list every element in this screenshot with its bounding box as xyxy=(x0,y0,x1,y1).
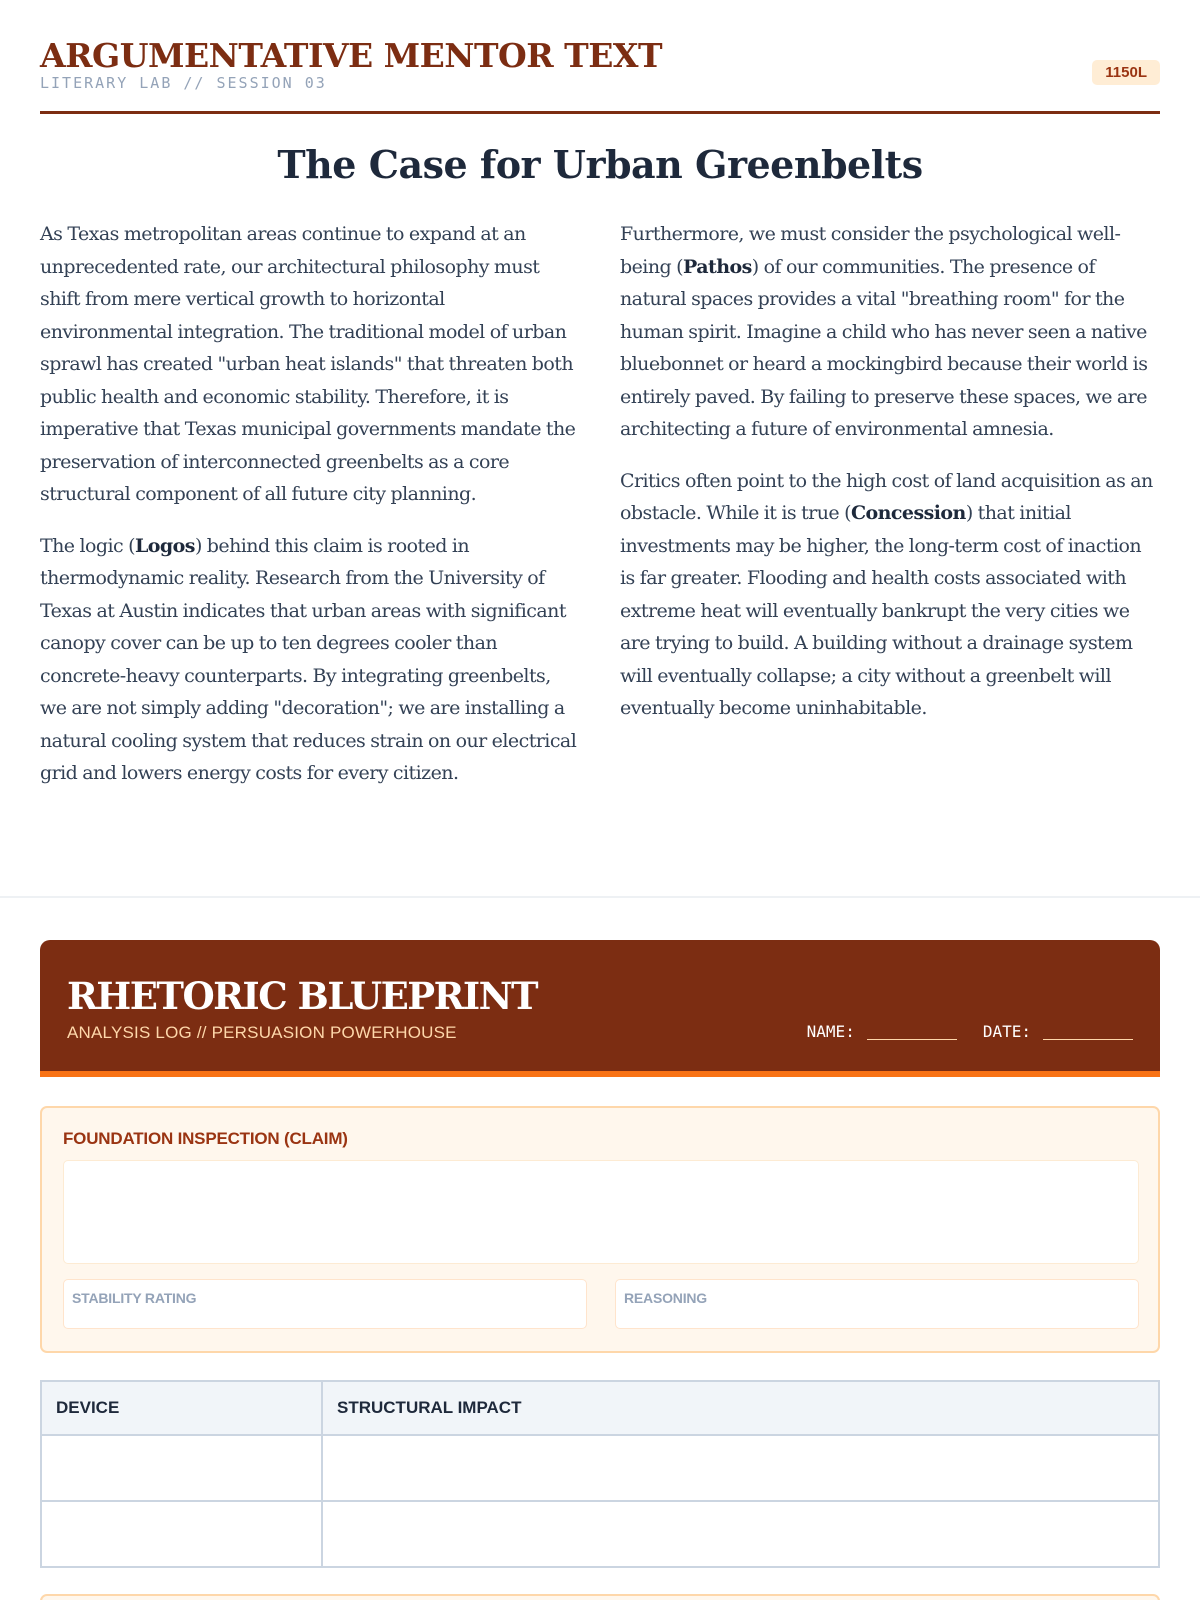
rhetoric-term-concession: Concession xyxy=(850,502,966,524)
name-blank[interactable] xyxy=(867,1024,957,1040)
lexile-badge: 1150L xyxy=(1092,60,1160,85)
claim-label: FOUNDATION INSPECTION (CLAIM) xyxy=(63,1129,348,1148)
page-title: ARGUMENTATIVE MENTOR TEXT xyxy=(40,36,663,75)
table-row xyxy=(41,1501,1159,1567)
session-label: LITERARY LAB // SESSION 03 xyxy=(40,74,327,92)
date-label: DATE: xyxy=(982,1022,1031,1041)
device-table xyxy=(40,1380,1160,1568)
date-blank[interactable] xyxy=(1043,1024,1133,1040)
column-header-impact: STRUCTURAL IMPACT xyxy=(322,1381,1159,1435)
name-field[interactable] xyxy=(807,1022,957,1041)
rhetoric-term-logos: Logos xyxy=(135,534,195,557)
paragraph-text: Critics often point to the high cost of land acquisition as an obstacle. While it is true ( xyxy=(620,469,1153,524)
claim-section xyxy=(40,1106,1160,1353)
stability-rating-field[interactable] xyxy=(63,1279,587,1329)
article-paragraph-intro xyxy=(40,218,580,511)
paragraph-text: ) that initial investments may be higher, the long-term cost of inaction is far greater. Flooding and health costs associated with extreme heat will eventually bankrupt the very cities we are trying to build. A building without a drainage system will eventually collapse; a city without a greenbelt will eventually become uninhabitable. xyxy=(620,502,1142,719)
device-cell[interactable] xyxy=(41,1435,322,1501)
paragraph-text: Furthermore, we must consider the psychological well-being ( xyxy=(620,223,1121,278)
worksheet-title: RHETORIC BLUEPRINT xyxy=(67,974,538,1018)
rhetoric-term-pathos: Pathos xyxy=(683,255,752,278)
table-header-row xyxy=(41,1381,1159,1435)
article-paragraph-logos xyxy=(40,530,580,790)
article-body xyxy=(40,218,1160,809)
article-title: The Case for Urban Greenbelts xyxy=(277,142,923,187)
article-paragraph-pathos xyxy=(620,218,1160,446)
name-label: NAME: xyxy=(806,1022,855,1041)
paragraph-text: As Texas metropolitan areas continue to expand at an unprecedented rate, our architectural philosophy must shift from mere vertical growth to horizontal environmental integration. The traditional model of urban sprawl has created "urban heat islands" that threaten both public health and economic stability. Therefore, it is imperative that Texas municipal governments mandate the preservation of interconnected greenbelts as a core structural component of all future city planning. xyxy=(40,223,576,505)
article-column-right xyxy=(620,218,1160,809)
next-section-card xyxy=(40,1594,1160,1600)
table-row xyxy=(41,1435,1159,1501)
article-paragraph-concession xyxy=(620,465,1160,725)
impact-cell[interactable] xyxy=(322,1435,1159,1501)
device-cell[interactable] xyxy=(41,1501,322,1567)
claim-input[interactable] xyxy=(63,1160,1139,1264)
stability-rating-label: STABILITY RATING xyxy=(72,1290,197,1306)
page-header xyxy=(40,36,1160,114)
column-header-device: DEVICE xyxy=(41,1381,322,1435)
impact-cell[interactable] xyxy=(322,1501,1159,1567)
paragraph-text: ) of our communities. The presence of natural spaces provides a vital "breathing room" for the human spirit. Imagine a child who has never seen a native bluebonnet or heard a mockingbird because their world is entirely paved. By failing to preserve these spaces, we are architecting a future of environmental amnesia. xyxy=(620,255,1148,440)
student-info xyxy=(807,1022,1133,1041)
reasoning-label: REASONING xyxy=(624,1290,707,1306)
page-divider xyxy=(0,896,1200,898)
paragraph-text: The logic ( xyxy=(40,534,135,557)
reasoning-field[interactable] xyxy=(615,1279,1139,1329)
article-column-left xyxy=(40,218,580,809)
date-field[interactable] xyxy=(983,1022,1133,1041)
worksheet-banner xyxy=(40,940,1160,1077)
paragraph-text: ) behind this claim is rooted in thermodynamic reality. Research from the University of Texas at Austin indicates that urban areas with significant canopy cover can be up to ten degrees cooler than concrete-heavy counterparts. By integrating greenbelts, we are not simply adding "decoration"; we are installing a natural cooling system that reduces strain on our electrical grid and lowers energy costs for every citizen. xyxy=(40,534,577,784)
worksheet-subtitle: ANALYSIS LOG // PERSUASION POWERHOUSE xyxy=(67,1023,457,1042)
